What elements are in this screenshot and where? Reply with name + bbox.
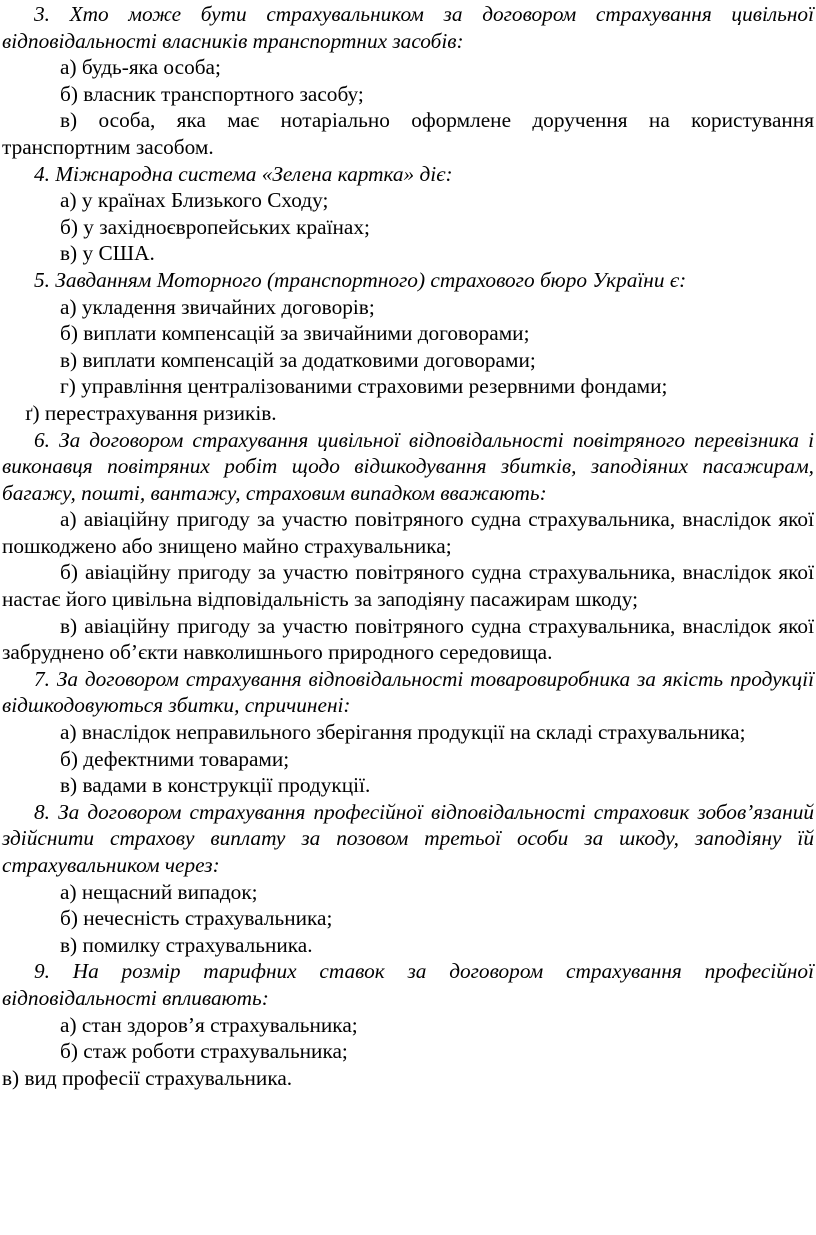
answer-7a: а) внаслідок неправильного зберігання продукції на складі страхувальника; xyxy=(60,720,746,745)
answer-9c: в) вид професії страхувальника. xyxy=(2,1065,293,1090)
answer-7b: б) дефектними товарами; xyxy=(60,746,290,771)
answer-7c: в) вадами в конструкції продукції. xyxy=(60,773,371,798)
answer-5a: а) укладення звичайних договорів; xyxy=(60,294,375,319)
answer-3a: а) будь-яка особа; xyxy=(60,55,221,80)
answer-6a: а) авіаційну пригоду за участю повітряного судна страхувальника, внаслідок якої пошкоджено або знищено майно страхувальника; xyxy=(2,507,814,558)
question-9: 9. На розмір тарифних ставок за договором страхування професійної відповідальності впливають: xyxy=(2,959,814,1010)
answer-4a: а) у країнах Близького Сходу; xyxy=(60,188,329,213)
question-5: 5. Завданням Моторного (транспортного) страхового бюро України є: xyxy=(34,267,687,292)
answer-9a: а) стан здоров’я страхувальника; xyxy=(60,1012,358,1037)
question-6: 6. За договором страхування цивільної відповідальності повітряного перевізника і виконавця повітряних робіт щодо відшкодування збитків, заподіяних пасажирам, багажу, пошті, вантажу, страховим випадком вважають: xyxy=(2,427,814,505)
answer-8a: а) нещасний випадок; xyxy=(60,879,258,904)
question-8: 8. За договором страхування професійної відповідальності страховик зобов’язаний здійснити страхову виплату за позовом третьої особи за шкоду, заподіяну їй страхувальником через: xyxy=(2,799,814,877)
answer-4b: б) у західноєвропейських країнах; xyxy=(60,214,370,239)
answer-8b: б) нечесність страхувальника; xyxy=(60,906,333,931)
answer-4c: в) у США. xyxy=(60,241,155,266)
answer-9b: б) стаж роботи страхувальника; xyxy=(60,1039,348,1064)
answer-3b: б) власник транспортного засобу; xyxy=(60,81,364,106)
answer-8c: в) помилку страхувальника. xyxy=(60,932,313,957)
answer-5b: б) виплати компенсацій за звичайними договорами; xyxy=(60,321,530,346)
answer-6b: б) авіаційну пригоду за участю повітряного судна страхувальника, внаслідок якої настає його цивільна відповідальність за заподіяну пасажирам шкоду; xyxy=(2,560,814,612)
answer-6c: в) авіаційну пригоду за участю повітряного судна страхувальника, внаслідок якої забруднено об’єкти навколишнього природного середовища. xyxy=(2,613,814,665)
question-7: 7. За договором страхування відповідальності товаровиробника за якість продукції відшкодовуються збитки, спричинені: xyxy=(2,666,814,718)
answer-3c: в) особа, яка має нотаріально оформлене доручення на користування транспортним засобом. xyxy=(2,108,814,159)
answer-5d: г) управління централізованими страховими резервними фондами; xyxy=(60,374,668,399)
answer-5e: ґ) перестрахування ризиків. xyxy=(25,400,277,425)
question-4: 4. Міжнародна система «Зелена картка» діє: xyxy=(34,161,453,186)
question-3: 3. Хто може бути страхувальником за договором страхування цивільної відповідальності власників транспортних засобів: xyxy=(2,2,814,53)
answer-5c: в) виплати компенсацій за додатковими договорами; xyxy=(60,347,536,372)
